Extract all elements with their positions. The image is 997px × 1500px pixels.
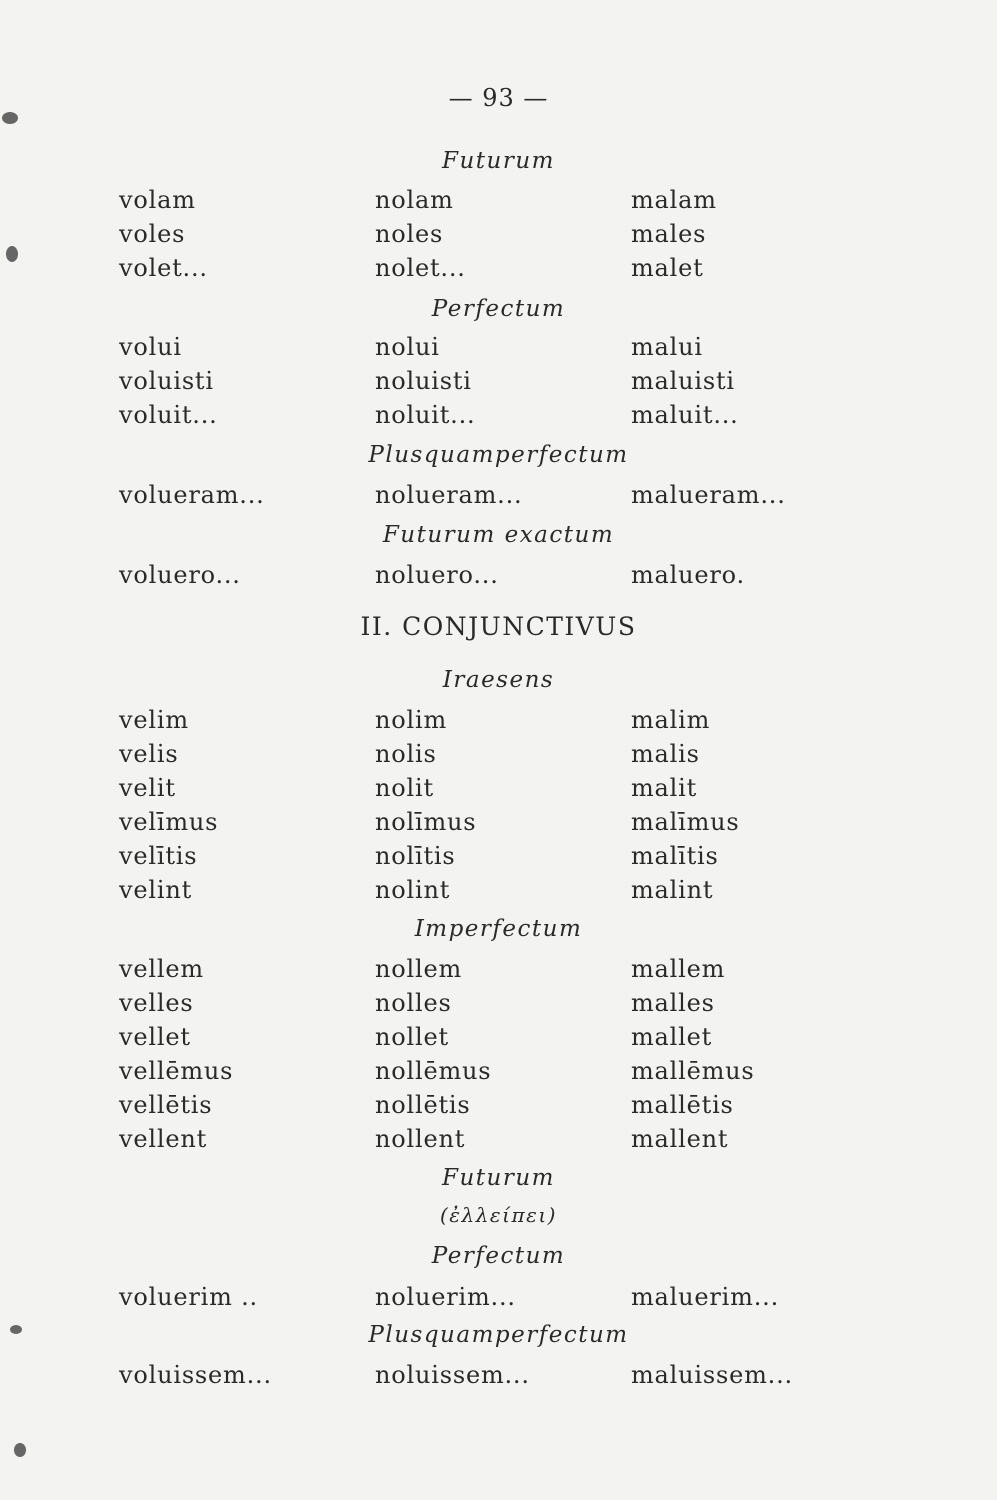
form-malle: maluerim... (631, 1283, 779, 1311)
form-nolle: noluissem... (375, 1361, 530, 1389)
heading-conj-plusquamperfectum: Plusquamperfectum (368, 1322, 629, 1348)
form-nolle: nolim (375, 706, 448, 734)
heading-praesens: Iraesens (442, 667, 555, 693)
form-velle: velit (119, 774, 176, 802)
form-malle: maluero. (631, 561, 745, 589)
note-ellipei: (ἐλλείπει) (440, 1203, 557, 1227)
form-nolle: nolint (375, 876, 451, 904)
form-nolle: nolueram... (375, 481, 523, 509)
form-velle: velītis (119, 842, 198, 870)
form-malle: males (631, 220, 707, 248)
table-row (0, 1057, 997, 1091)
form-malle: maluissem... (631, 1361, 793, 1389)
table-row (0, 842, 997, 876)
form-malle: malui (631, 333, 703, 361)
scan-speck (14, 1443, 26, 1457)
table-row (0, 740, 997, 774)
form-nolle: nollētis (375, 1091, 471, 1119)
table-row (0, 1283, 997, 1317)
form-nolle: noluisti (375, 367, 472, 395)
form-nolle: nolīmus (375, 808, 477, 836)
form-velle: velis (119, 740, 179, 768)
table-row (0, 401, 997, 435)
form-velle: velīmus (119, 808, 219, 836)
form-velle: voluissem... (119, 1361, 272, 1389)
heading-futurum-exactum: Futurum exactum (382, 522, 615, 548)
form-malle: malam (631, 186, 717, 214)
form-malle: malueram... (631, 481, 786, 509)
form-nolle: noles (375, 220, 444, 248)
form-malle: malim (631, 706, 711, 734)
form-velle: vellet (119, 1023, 191, 1051)
form-malle: mallēmus (631, 1057, 755, 1085)
scan-speck (10, 1325, 22, 1334)
form-velle: voluerim .. (119, 1283, 258, 1311)
form-velle: vellētis (119, 1091, 213, 1119)
table-row (0, 254, 997, 288)
table-row (0, 481, 997, 515)
form-malle: malles (631, 989, 715, 1017)
table-row (0, 1023, 997, 1057)
form-velle: velles (119, 989, 194, 1017)
page-number: — 93 — (448, 84, 549, 112)
form-nolle: nollēmus (375, 1057, 492, 1085)
heading-futurum: Futurum (442, 148, 555, 174)
table-row (0, 876, 997, 910)
form-nolle: nolītis (375, 842, 456, 870)
scan-speck (6, 246, 18, 262)
form-malle: malīmus (631, 808, 740, 836)
form-malle: maluisti (631, 367, 735, 395)
table-row (0, 1125, 997, 1159)
form-malle: mallētis (631, 1091, 734, 1119)
heading-perfectum: Perfectum (431, 296, 566, 322)
table-row (0, 333, 997, 367)
heading-conj-perfectum: Perfectum (431, 1243, 566, 1269)
scan-speck (2, 112, 18, 124)
table-row (0, 1091, 997, 1125)
form-nolle: noluerim... (375, 1283, 516, 1311)
form-velle: volet... (119, 254, 208, 282)
form-nolle: nolit (375, 774, 434, 802)
form-velle: vellem (119, 955, 204, 983)
form-malle: malint (631, 876, 714, 904)
form-velle: voluisti (119, 367, 214, 395)
table-row (0, 220, 997, 254)
form-velle: vellēmus (119, 1057, 234, 1085)
form-nolle: nollet (375, 1023, 449, 1051)
form-velle: voles (119, 220, 186, 248)
form-velle: velint (119, 876, 193, 904)
table-row (0, 808, 997, 842)
form-velle: volam (119, 186, 196, 214)
form-malle: mallent (631, 1125, 729, 1153)
form-malle: malet (631, 254, 704, 282)
form-nolle: nolles (375, 989, 452, 1017)
table-row (0, 774, 997, 808)
form-velle: voluit... (119, 401, 218, 429)
form-nolle: nolui (375, 333, 440, 361)
heading-plusquamperfectum: Plusquamperfectum (368, 442, 629, 468)
form-malle: malis (631, 740, 700, 768)
form-velle: velim (119, 706, 189, 734)
form-velle: volueram... (119, 481, 265, 509)
form-nolle: nolam (375, 186, 454, 214)
section-title: II. CONJUNCTIVUS (360, 612, 637, 641)
heading-imperfectum: Imperfectum (414, 916, 583, 942)
form-malle: mallem (631, 955, 726, 983)
table-row (0, 706, 997, 740)
table-row (0, 989, 997, 1023)
table-row (0, 561, 997, 595)
form-malle: malītis (631, 842, 719, 870)
form-nolle: nolet... (375, 254, 466, 282)
form-nolle: nollem (375, 955, 463, 983)
table-row (0, 186, 997, 220)
form-malle: mallet (631, 1023, 713, 1051)
form-velle: vellent (119, 1125, 208, 1153)
form-nolle: noluit... (375, 401, 476, 429)
form-nolle: nollent (375, 1125, 466, 1153)
table-row (0, 367, 997, 401)
form-malle: maluit... (631, 401, 739, 429)
table-row (0, 955, 997, 989)
form-velle: volui (119, 333, 182, 361)
form-malle: malit (631, 774, 698, 802)
form-nolle: nolis (375, 740, 437, 768)
form-nolle: noluero... (375, 561, 499, 589)
table-row (0, 1361, 997, 1395)
form-velle: voluero... (119, 561, 241, 589)
heading-conj-futurum: Futurum (442, 1165, 555, 1191)
